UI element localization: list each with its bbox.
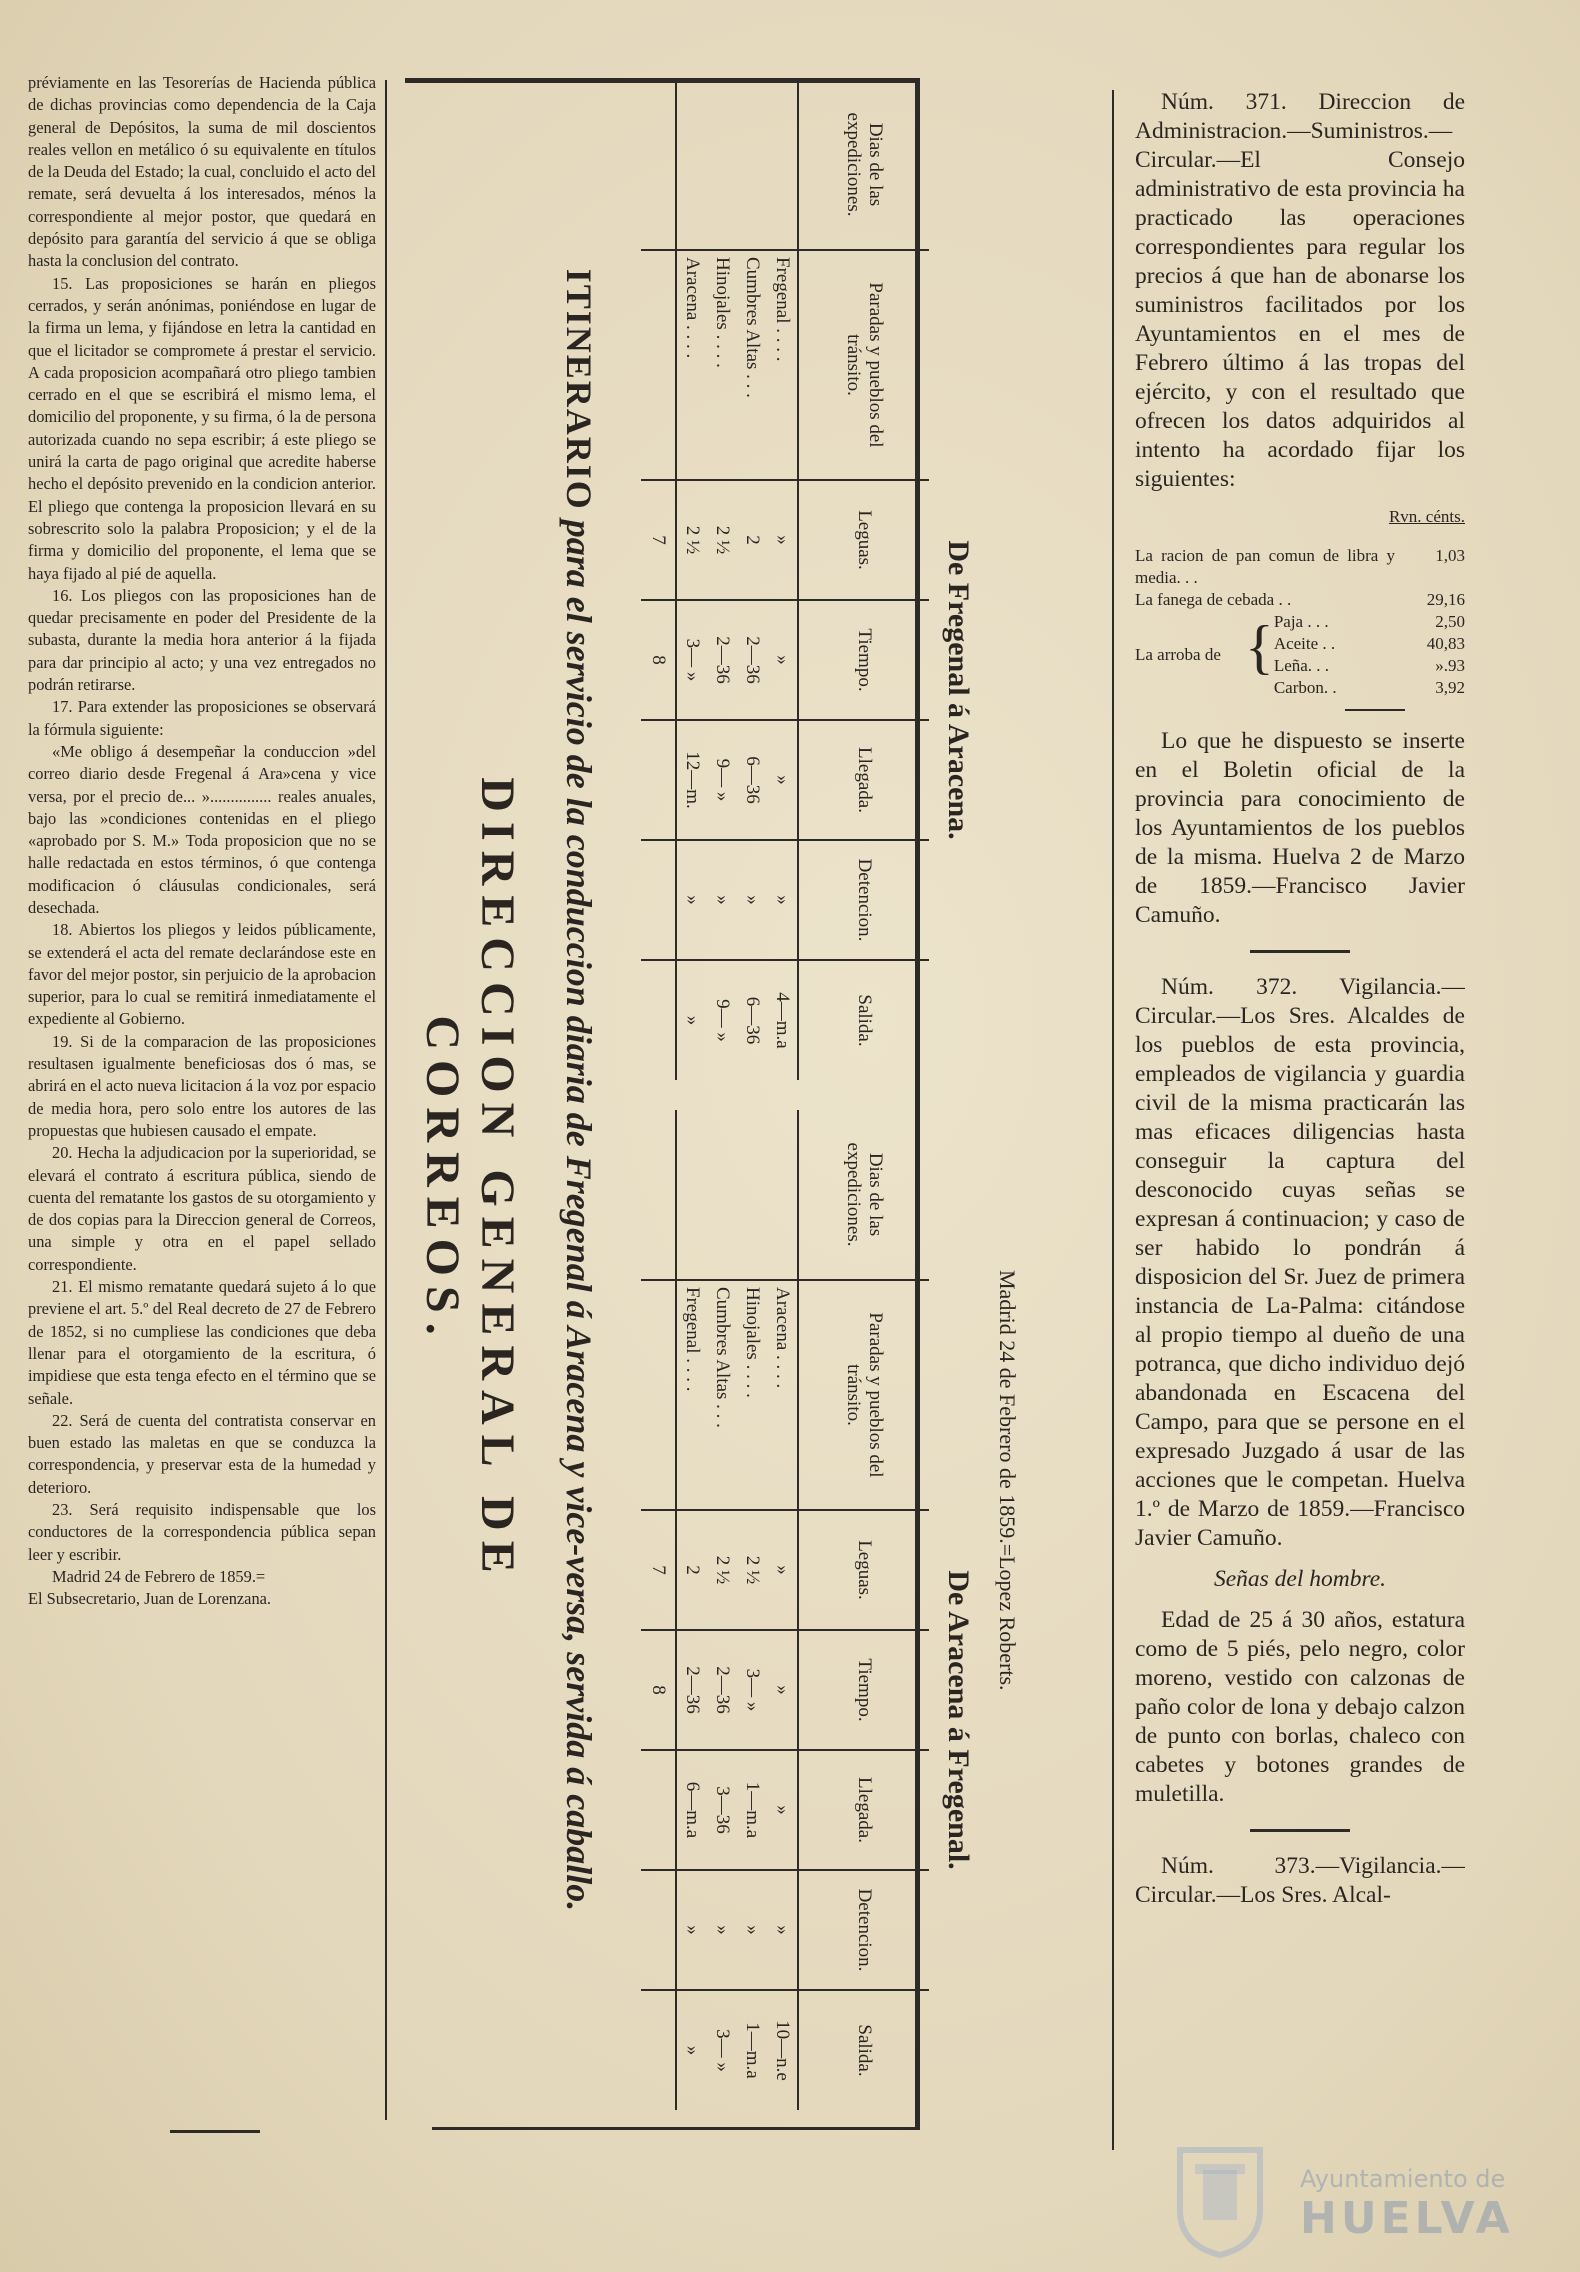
cell-tiempo: 2—36 (737, 600, 767, 720)
cell-leguas: 2 ½ (676, 480, 707, 600)
section-rule (1250, 1829, 1350, 1832)
cell-salida: » (682, 2045, 703, 2056)
total-leguas: 7 (641, 480, 676, 600)
senas-text: Edad de 25 á 30 años, estatura como de 5 piés, pelo negro, color moreno, vestido con calzonas de paño color de lona y debajo calzon de punto con borlas, chaleco con cabetes y botones grandes de muletilla. (1135, 1607, 1465, 1807)
table-row (707, 1110, 737, 2110)
cell-parada: Aracena . . . . (676, 250, 707, 480)
cell-dias (737, 1110, 767, 1280)
th-paradas: Paradas y pueblos del tránsito. (798, 250, 929, 480)
condition-16: 16. Los pliegos con las proposiciones han de quedar precisamente en poder del Presidente de la subasta, durante la media hora anterior á la fijada para dar principio al acto; y una vez entregados no podrán retirarse. (28, 585, 376, 695)
itinerary-rest: para el servicio de la conduccion diaria de Fregenal á Aracena y vice-versa, servida á caballo. (559, 519, 599, 1912)
cell-salida: 9— » (712, 999, 733, 1042)
th-detencion: Detencion. (798, 840, 929, 960)
price-row (1135, 589, 1465, 611)
column-divider-left (385, 80, 387, 2120)
condition-19: 19. Si de la comparacion de las proposiciones resultasen igualmente beneficiosas dos ó mas, se abrirá en el acto nueva licitacion á la voz por espacio de media hora, pero solo entre los autores de las propuestas que hubiesen causado el empate. (28, 1031, 376, 1140)
cell-detencion: » (767, 1870, 798, 1990)
cell-leguas: 2 ½ (707, 480, 737, 600)
direccion-heading: DIRECCION GENERAL DE CORREOS. (416, 777, 524, 1583)
table-row (767, 1110, 798, 2110)
cell-tiempo: 2—36 (676, 1630, 707, 1750)
cell-llegada: » (767, 720, 798, 840)
cell-empty (641, 840, 676, 960)
cell-leguas: » (767, 480, 798, 600)
cell-leguas: 2 (737, 480, 767, 600)
cell-dias (707, 80, 737, 250)
bleed-through-text (430, 0, 1130, 70)
cell-empty (641, 1750, 676, 1870)
th-llegada: Llegada. (798, 1750, 929, 1870)
cell-parada: Aracena . . . . (767, 1280, 798, 1510)
price-row (1135, 611, 1465, 633)
watermark-line2: HUELVA (1300, 2193, 1514, 2244)
watermark (1300, 2165, 1514, 2244)
cell-empty (641, 1870, 676, 1990)
left-column (28, 72, 376, 2092)
condition-23: 23. Será requisito indispensable que los conductores de la correspondencia pública sepan leer y escribir. (28, 1500, 376, 1564)
cell-dias (707, 1110, 737, 1280)
price-table (1135, 545, 1465, 699)
notice-371: Núm. 371. Direccion de Administracion.—Suministros.—Circular.—El Consejo administrativo de esta provincia ha practicado las operaciones correspondientes para regular los precios á que han de abonarse los suministros facilitados por los Ayuntamientos en el mes de Febrero último á las tropas del ejército, y con el resultado que ofrecen los datos adquiridos al intento ha acordado fijar los siguientes: (1135, 89, 1465, 492)
th-paradas: Paradas y pueblos del tránsito. (798, 1280, 929, 1510)
cell-detencion: » (676, 1870, 707, 1990)
price-label: Paja . . . (1273, 612, 1329, 631)
total-tiempo: 8 (641, 1630, 676, 1750)
cell-empty (641, 1110, 676, 1280)
cell-empty (641, 1990, 676, 2110)
condition-18: 18. Abiertos los pliegos y leidos públicamente, se extenderá el acta del remate declarándose este en favor del mejor postor, sin perjuicio de la aprobacion superior, para lo cual se remitirá inmediatamente el expediente al Gobierno. (28, 920, 376, 1029)
left-end-rule (170, 2130, 260, 2133)
cell-tiempo: » (767, 600, 798, 720)
th-tiempo: Tiempo. (798, 600, 929, 720)
cell-tiempo: 2—36 (707, 600, 737, 720)
cell-detencion: » (707, 1870, 737, 1990)
condition-15: 15. Las proposiciones se harán en pliegos cerrados, y serán anónimas, poniéndose en lugar de la firma un lema, y fijándose en letra la cantidad en que el licitador se compromete á prestar el servicio. A cada proposicion acompañará otro pliego tambien cerrado en el que se escribirá el mismo lema, el domicilio del proponente, y su firma, ó la de persona autorizada cuando no sepa escribir; á este pliego se unirá la carta de pago original que acredite haberse hecho el depósito prevenido en la condicion anterior. El pliego que contenga la proposicion llevará en su sobrescrito solo la palabra Proposicion; y el de la firma y domicilio del proponente, el lema que se haya fijado al pié de aquella. (28, 273, 376, 583)
city-seal-icon (1165, 2140, 1275, 2260)
table-row (737, 1110, 767, 2110)
watermark-line1: Ayuntamiento de (1300, 2165, 1506, 2193)
table-row (737, 80, 767, 1080)
cell-tiempo: 3— » (676, 600, 707, 720)
table-row (707, 80, 737, 1080)
cell-dias (767, 1110, 798, 1280)
price-label: Aceite . . (1273, 634, 1336, 653)
cell-leguas: 2 ½ (737, 1510, 767, 1630)
cell-empty (641, 250, 676, 480)
cell-parada: Cumbres Altas . . . (707, 1280, 737, 1510)
th-salida: Salida. (798, 1990, 929, 2110)
th-leguas: Leguas. (798, 480, 929, 600)
price-label: Leña. . . (1273, 656, 1330, 675)
price-value: 1,03 (1435, 546, 1465, 565)
table-bottom-frame (432, 2127, 920, 2130)
table2 (641, 1110, 929, 2110)
cell-llegada: 1—m.a (737, 1750, 767, 1870)
th-llegada: Llegada. (798, 720, 929, 840)
cell-leguas: 2 ½ (707, 1510, 737, 1630)
cell-dias (737, 80, 767, 250)
cell-empty (641, 720, 676, 840)
price-value: 40,83 (1426, 634, 1465, 653)
total-leguas: 7 (641, 1510, 676, 1630)
condition-21: 21. El mismo rematante quedará sujeto á lo que previene el art. 5.º del Real decreto de 27 de Febrero de 1852, si no cumpliese las condiciones que deba llenar para el otorgamiento de la escritura, ó impidiese que esta tenga efecto en el término que se señale. (28, 1277, 376, 1408)
table1 (641, 80, 929, 1080)
cell-tiempo: 2—36 (707, 1630, 737, 1750)
cell-salida: 6—36 (742, 996, 763, 1045)
left-date: Madrid 24 de Febrero de 1859.= (52, 1566, 266, 1586)
left-signature: El Subsecretario, Juan de Lorenzana. (28, 1589, 272, 1609)
cell-tiempo: 3— » (737, 1630, 767, 1750)
cell-detencion: » (737, 1870, 767, 1990)
cell-salida: » (682, 1015, 703, 1026)
cell-leguas: » (767, 1510, 798, 1630)
cell-dias (767, 80, 798, 250)
itinerary-rotated-block (410, 80, 1030, 2120)
cell-tiempo: » (767, 1630, 798, 1750)
cell-empty (641, 80, 676, 250)
table-row (767, 80, 798, 1080)
cell-dias (676, 80, 707, 250)
cell-parada: Fregenal . . . . (676, 1280, 707, 1510)
section-rule (1250, 950, 1350, 953)
cell-detencion: » (737, 840, 767, 960)
cell-llegada: » (767, 1750, 798, 1870)
cell-salida: 10—n.e (772, 2020, 793, 2081)
table-row (676, 80, 707, 1080)
price-value: ».93 (1435, 656, 1465, 675)
th-dias: Dias de las expediciones. (798, 80, 929, 250)
senas-title: Señas del hombre. (1213, 1566, 1387, 1592)
th-tiempo: Tiempo. (798, 1630, 929, 1750)
price-label: Carbon. . (1273, 678, 1337, 697)
cell-dias (676, 1110, 707, 1280)
condition-17: 17. Para extender las proposiciones se observará la fórmula siguiente: (28, 697, 376, 739)
condition-17-formula: «Me obligo á desempeñar la conduccion »del correo diario desde Fregenal á Ara»cena y vice versa, por el precio de... »............... reales anuales, bajo las »condiciones contenidas en el pliego «aprobado por S. M.» Toda proposicion que no se halle redactada en estos términos, ó que contenga modificacion ó cláusulas condicionales, será desechada. (28, 741, 376, 917)
cell-llegada: 6—36 (737, 720, 767, 840)
price-header: Rvn. cénts. (1388, 507, 1465, 526)
itinerary-heading (558, 140, 600, 2040)
cell-salida: 1—m.a (742, 2022, 763, 2079)
column-divider-right (1112, 90, 1114, 2150)
cell-llegada: 6—m.a (676, 1750, 707, 1870)
th-leguas: Leguas. (798, 1510, 929, 1630)
th-detencion: Detencion. (798, 1870, 929, 1990)
table-total-row (641, 1110, 676, 2110)
cell-detencion: » (676, 840, 707, 960)
table2-title: De Aracena á Fregenal. (942, 1570, 975, 1870)
cell-detencion: » (707, 840, 737, 960)
price-row (1135, 545, 1465, 589)
arroba-label: La arroba de (1135, 645, 1221, 664)
table-row (676, 1110, 707, 2110)
table1-title: De Fregenal á Aracena. (942, 540, 975, 840)
cell-llegada: 9— » (707, 720, 737, 840)
cell-parada: Fregenal . . . . (767, 250, 798, 480)
th-salida: Salida. (798, 960, 929, 1080)
cell-empty (641, 960, 676, 1080)
notice-371-end: Lo que he dispuesto se inserte en el Boletin oficial de la provincia para conocimiento de los Ayuntamientos de los pueblos de la misma. Huelva 2 de Marzo de 1859.—Francisco Javier Camuño. (1135, 728, 1465, 928)
brace-glyph: { (1245, 614, 1274, 680)
cell-empty (641, 1280, 676, 1510)
cell-salida: 3— » (712, 2029, 733, 2072)
cell-detencion: » (767, 840, 798, 960)
cell-parada: Cumbres Altas . . . (737, 250, 767, 480)
condition-20: 20. Hecha la adjudicacion por la superioridad, se elevará el contrato á escritura pública, siendo de cuenta del rematante los gastos de su otorgamiento y de dos copias para la Direccion general de Correos, una simple y otra en el papel sellado correspondiente. (28, 1143, 376, 1274)
table-total-row (641, 80, 676, 1080)
price-label: La racion de pan comun de libra y media. . . (1135, 546, 1395, 587)
notice-372: Núm. 372. Vigilancia.—Circular.—Los Sres. Alcaldes de los pueblos de esta provincia, empleados de vigilancia y guardia civil de la misma practicarán las mas eficaces diligencias hasta conseguir la captura del desconocido cuyas señas se expresan á continuacion; y caso de ser habido lo pondrán á disposicion del Sr. Juez de primera instancia de La-Palma: citándose al propio tiempo al dueño de una potranca, que dicho individuo dejó abandonada en Escacena del Campo, para que se persone en el expresado Juzgado á usar de las acciones que le competan. Huelva 1.º de Marzo de 1859.—Francisco Javier Camuño. (1135, 974, 1465, 1551)
cell-leguas: 2 (676, 1510, 707, 1630)
intro-paragraph: préviamente en las Tesorerías de Hacienda pública de dichas provincias como dependencia de la Caja general de Depósitos, la suma de mil doscientos reales vellon en metálico ó su equivalente en títulos de la Deuda del Estado; la cual, concluido el acto del remate, será devuelta á los interesados, ménos la correspondiente al mejor postor, que quedará en depósito para garantía del servicio á que se obliga hasta la conclusion del contrato. (28, 73, 376, 271)
notice-373: Núm. 373.—Vigilancia.—Circular.—Los Sres. Alcal- (1135, 1853, 1465, 1908)
price-value: 29,16 (1426, 590, 1465, 609)
price-rule (1345, 709, 1405, 711)
condition-22: 22. Será de cuenta del contratista conservar en buen estado las maletas en que se conduzca la correspondencia, y preservar esta de la humedad y deterioro. (28, 1410, 376, 1497)
itinerary-first-word: ITINERARIO (559, 268, 599, 511)
cell-parada: Hinojales . . . . (707, 250, 737, 480)
th-dias: Dias de las expediciones. (798, 1110, 929, 1280)
cell-salida: 4—m.a (772, 992, 793, 1049)
right-column (1135, 88, 1465, 2168)
madrid-note: Madrid 24 de Febrero de 1859.=Lopez Roberts. (995, 1270, 1020, 1691)
price-value: 2,50 (1435, 612, 1465, 631)
price-value: 3,92 (1435, 678, 1465, 697)
cell-parada: Hinojales . . . . (737, 1280, 767, 1510)
cell-llegada: 12—m. (676, 720, 707, 840)
total-tiempo: 8 (641, 600, 676, 720)
cell-llegada: 3—36 (707, 1750, 737, 1870)
price-label: La fanega de cebada . . (1135, 590, 1292, 609)
